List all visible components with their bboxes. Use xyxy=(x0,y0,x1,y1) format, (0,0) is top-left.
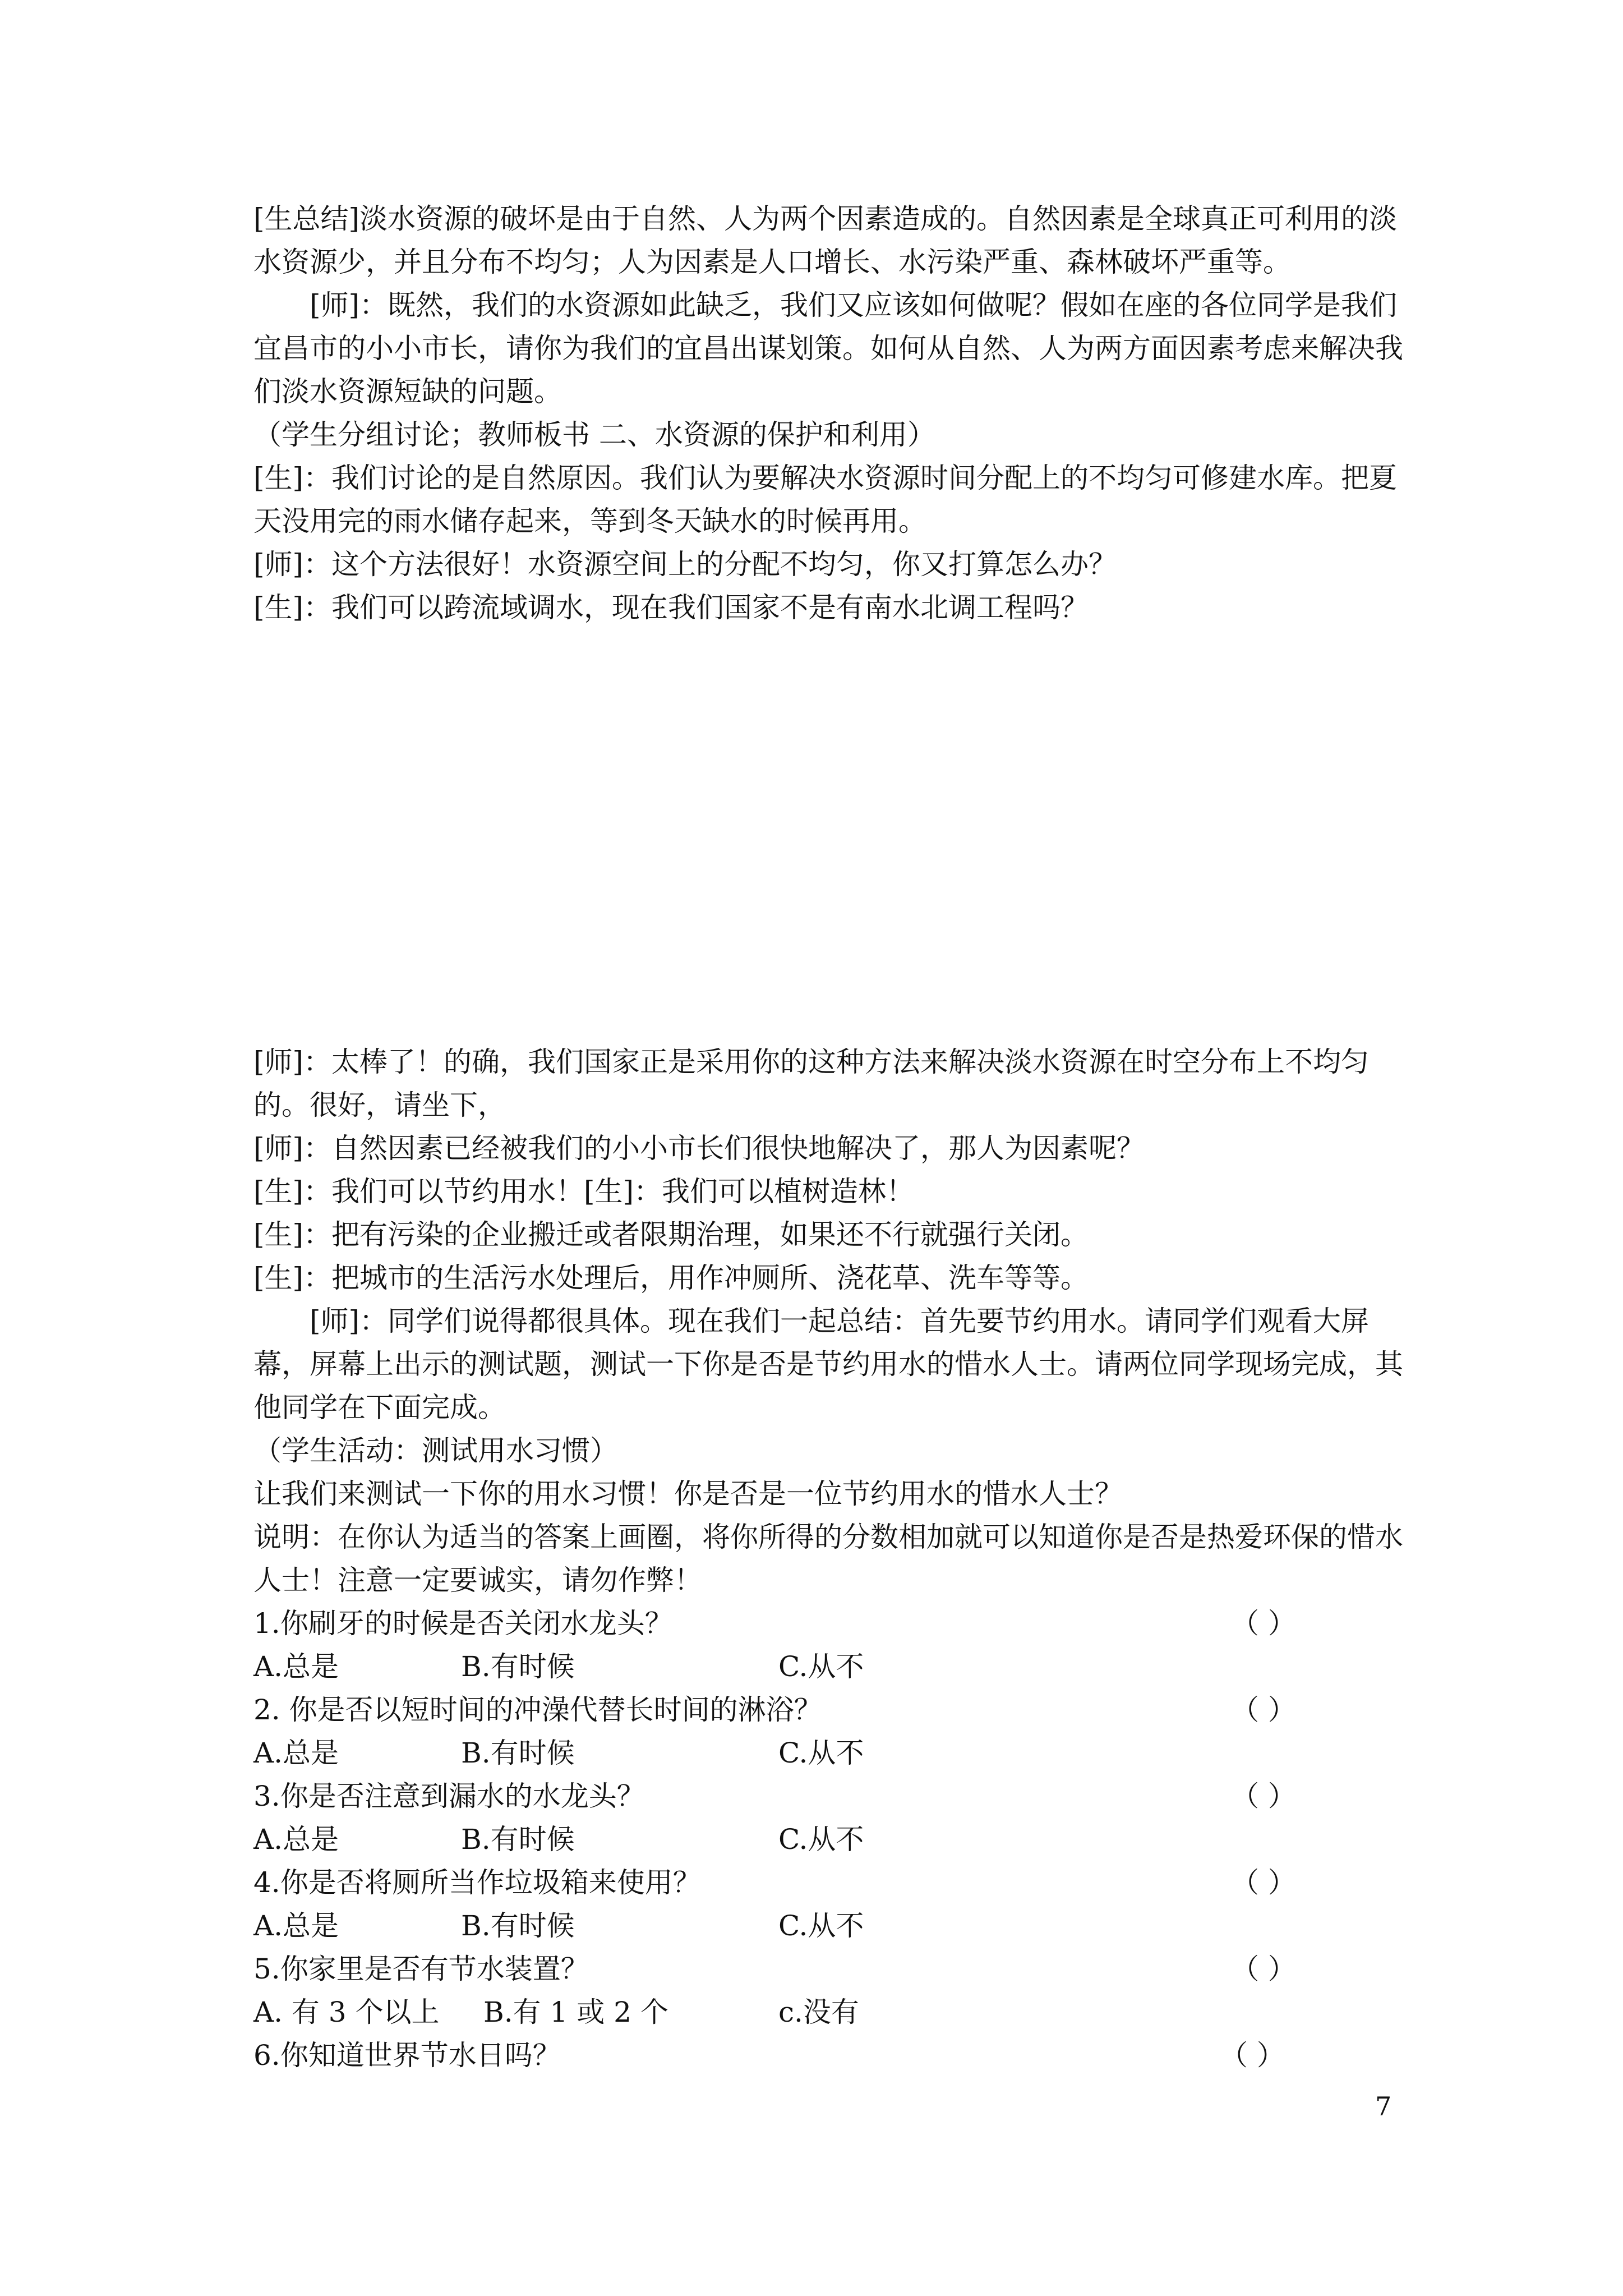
option-a: A.总是 xyxy=(253,1737,339,1769)
quiz-instruction-paragraph: 说明：在你认为适当的答案上画圈，将你所得的分数相加就可以知道你是否是热爱环保的惜水人士！注意一定要诚实，请勿作弊！ xyxy=(253,1521,1403,1596)
student-pollution-line: [生]：把有污染的企业搬迁或者限期治理，如果还不行就强行关闭。 xyxy=(253,1218,1089,1251)
student-transfer-line: [生]：我们可以跨流域调水，现在我们国家不是有南水北调工程吗？ xyxy=(253,591,1089,624)
answer-blank: （ ） xyxy=(1220,2039,1285,2072)
student-summary-paragraph: [生总结]淡水资源的破坏是由于自然、人为两个因素造成的。自然因素是全球真正可利用的淡水资源少，并且分布不均匀；人为因素是人口增长、水污染严重、森林破坏严重等。 xyxy=(253,203,1398,278)
answer-blank: （ ） xyxy=(1231,1694,1296,1726)
option-b: B.有时候 xyxy=(461,1650,575,1683)
activity-note-line: （学生分组讨论；教师板书 二、水资源的保护和利用） xyxy=(253,418,935,451)
answer-blank: （ ） xyxy=(1231,1953,1296,1985)
answer-blank: （ ） xyxy=(1231,1780,1296,1812)
student-natural-paragraph: [生]：我们讨论的是自然原因。我们认为要解决水资源时间分配上的不均匀可修建水库。把夏天没用完的雨水储存起来，等到冬天缺水的时候再用。 xyxy=(253,462,1398,537)
option-c: c.没有 xyxy=(778,1996,859,2028)
question-text: 3.你是否注意到漏水的水龙头？ xyxy=(253,1780,645,1812)
question-text: 1.你刷牙的时候是否关闭水龙头？ xyxy=(253,1607,673,1640)
option-b: B.有时候 xyxy=(461,1823,575,1856)
activity-test-line: （学生活动：测试用水习惯） xyxy=(253,1434,618,1467)
teacher-question-paragraph: [师]：既然，我们的水资源如此缺乏，我们又应该如何做呢？假如在座的各位同学是我们宜昌市的小小市长，请你为我们的宜昌出谋划策。如何从自然、人为两方面因素考虑来解决我们淡水资源短缺的问题。 xyxy=(253,289,1403,408)
option-b: B.有时候 xyxy=(461,1737,575,1769)
answer-blank: （ ） xyxy=(1231,1866,1296,1899)
student-sewage-line: [生]：把城市的生活污水处理后，用作冲厕所、浇花草、洗车等等。 xyxy=(253,1262,1089,1294)
option-c: C.从不 xyxy=(778,1737,864,1769)
page-number: 7 xyxy=(1375,2091,1392,2122)
option-b: B.有时候 xyxy=(461,1910,575,1942)
question-text: 2. 你是否以短时间的冲澡代替长时间的淋浴？ xyxy=(253,1694,822,1726)
option-a: A.总是 xyxy=(253,1650,339,1683)
option-a: A.总是 xyxy=(253,1910,339,1942)
quiz-intro-line: 让我们来测试一下你的用水习惯！你是否是一位节约用水的惜水人士？ xyxy=(253,1478,1123,1510)
teacher-praise-paragraph: [师]：太棒了！的确，我们国家正是采用你的这种方法来解决淡水资源在时空分布上不均匀的。很好，请坐下， xyxy=(253,1046,1370,1121)
option-c: C.从不 xyxy=(778,1823,864,1856)
answer-blank: （ ） xyxy=(1231,1607,1296,1640)
option-c: C.从不 xyxy=(778,1910,864,1942)
question-text: 5.你家里是否有节水装置？ xyxy=(253,1953,589,1985)
teacher-space-line: [师]：这个方法很好！水资源空间上的分配不均匀，你又打算怎么办？ xyxy=(253,548,1117,581)
question-text: 4.你是否将厕所当作垃圾箱来使用？ xyxy=(253,1866,701,1899)
option-a: A. 有 3 个以上 xyxy=(253,1996,440,2028)
option-a: A.总是 xyxy=(253,1823,339,1856)
teacher-summary-paragraph: [师]：同学们说得都很具体。现在我们一起总结：首先要节约用水。请同学们观看大屏幕，屏幕上出示的测试题，测试一下你是否是节约用水的惜水人士。请两位同学现场完成，其他同学在下面完成。 xyxy=(253,1305,1403,1424)
student-save-line: [生]：我们可以节约用水！[生]：我们可以植树造林！ xyxy=(253,1175,915,1208)
option-b: B.有 1 或 2 个 xyxy=(483,1996,668,2028)
question-text: 6.你知道世界节水日吗？ xyxy=(253,2039,561,2072)
option-c: C.从不 xyxy=(778,1650,864,1683)
teacher-human-line: [师]：自然因素已经被我们的小小市长们很快地解决了，那人为因素呢？ xyxy=(253,1132,1145,1165)
